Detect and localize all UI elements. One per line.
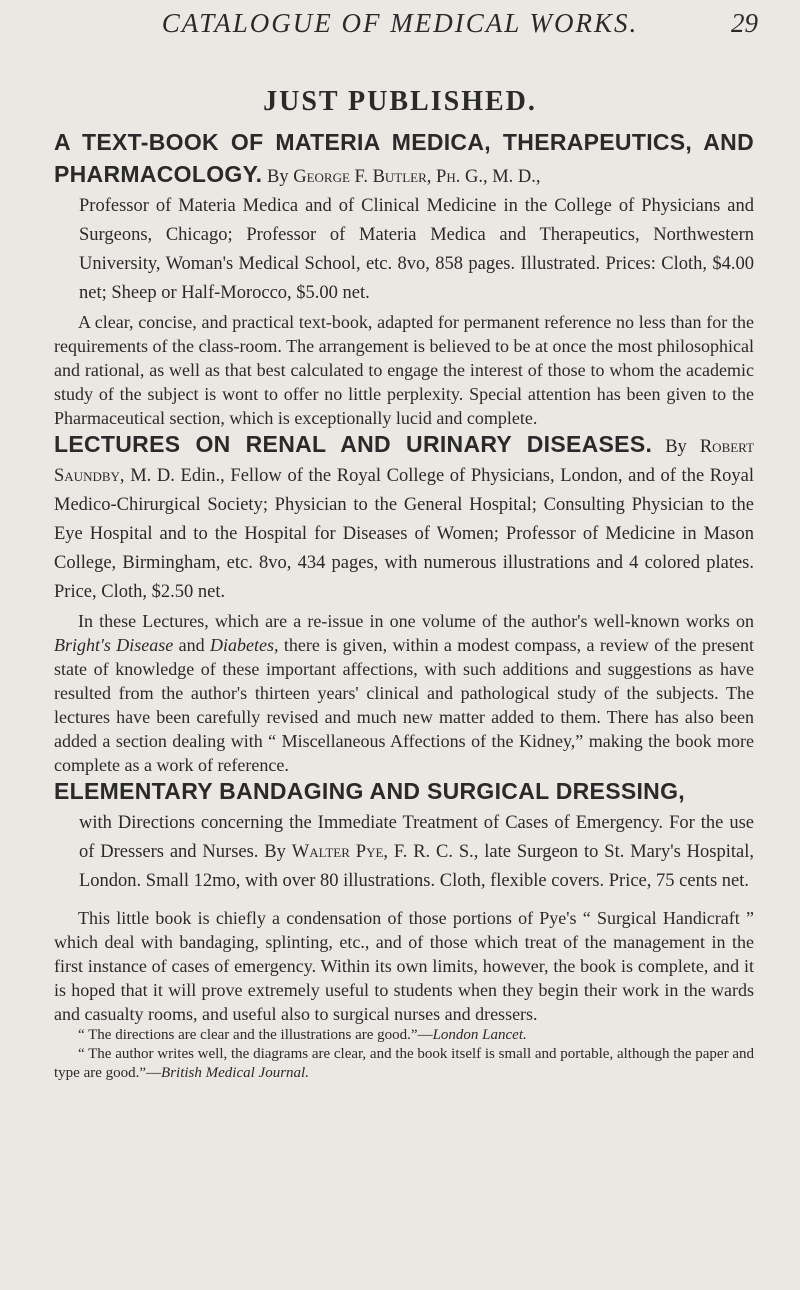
page-number: 29 [731,8,758,38]
section-heading: JUST PUBLISHED. [263,86,537,117]
description-text: In these Lectures, which are a re-issue in one volume of the author's well-known works on [78,611,754,631]
conjunction: and [178,635,205,655]
review-text: “ The directions are clear and the illustrations are good.”— [78,1027,433,1043]
entry-title-block [54,430,754,607]
review-quote [54,1026,754,1045]
catalogue-entries [54,128,754,1083]
work-title: Diabetes, [210,635,279,655]
description-text: there is given, within a modest compass, a review of the present state of knowledge of these important affections, with such additions and suggestions as have resulted from the author's thirteen years' clinical and pathological study of the subjects. The lectures have been carefully revised and much new matter added to them. There has also been added a section dealing with “ Miscellaneous Affections of the Kidney,” making the book more complete as a work of reference. [54,635,755,775]
entry-description: This little book is chiefly a condensation of those portions of Pye's “ Surgical Handicraft ” which deal with bandaging, splinting, etc., and of those which treat of the management in the first instance of cases of emergency. Within its own limits, however, the book is complete, and it is hoped that it will prove extremely useful to students when they begin their work in the wards and casualty rooms, and useful also to surgical nurses and dressers. [54,908,754,1024]
by-label: By [266,167,289,187]
entry-details: M. D. Edin., Fellow of the Royal College of Physicians, London, and of the Royal Medico-Chirurgical Society; Physician to the General Hospital; Consulting Physician to the Eye Hospital and to the Hospital for Diseases of Women; Professor of Medicine in Mason College, Birmingham, etc. 8vo, 434 pages, with numerous illustrations and 4 colored plates. Price, Cloth, $2.50 net. [54,466,754,602]
review-source: London Lancet. [432,1027,527,1043]
book-title: A TEXT-BOOK OF MATERIA MEDICA, THERAPEUTICS, AND PHARMACOLOGY. [54,129,754,187]
review-quote [54,1045,754,1083]
details-text: F. R. C. S., late Surgeon to St. Mary's Hospital, London. Small 12mo, with over 80 illustrations. Cloth, flexible covers. Price, 75 cents net. [79,842,755,891]
details-text: For the use of Dressers and Nurses. By [79,813,754,862]
work-title: Bright's Disease [54,635,174,655]
entry-description: A clear, concise, and practical text-book, adapted for permanent reference no less than for the requirements of the class-room. The arrangement is believed to be at once the most philosophical and rational, as well as that best calculated to engage the interest of those to whom the academic study of the subject is wont to offer no little perplexity. Special attention has been given to the Pharmaceutical section, which is exceptionally lucid and complete. [54,312,754,428]
entry-details: Professor of Materia Medica and of Clinical Medicine in the College of Physicians and Surgeons, Chicago; Professor of Materia Medica and Therapeutics, Northwestern University, Woman's Medical School, etc. 8vo, 858 pages. Illustrated. Prices: Cloth, $4.00 net; Sheep or Half-Morocco, $5.00 net. [79,196,754,303]
entry-description [54,609,754,777]
catalogue-entry-materia-medica [54,128,754,430]
catalogue-entry-renal-diseases [54,430,754,777]
author-name: Walter Pye, [291,842,389,862]
catalogue-entry-bandaging [54,777,754,1083]
entry-subtitle: with Directions concerning the Immediate Treatment of Cases of Emergency. [79,813,664,833]
entry-title-block [54,777,754,809]
book-title: ELEMENTARY BANDAGING AND SURGICAL DRESSING, [54,778,685,804]
entry-title-block [54,128,754,192]
book-title: LECTURES ON RENAL AND URINARY DISEASES. [54,431,653,457]
entry-details [54,809,754,896]
author-name: Robert Saundby, [54,437,755,486]
by-label: By [665,437,687,457]
running-header [0,4,800,44]
review-text: “ The author writes well, the diagrams are clear, and the book itself is small and portable, although the paper and type are good.”— [54,1046,754,1081]
review-source: British Medical Journal. [161,1065,309,1081]
author-name: George F. Butler, Ph. G., M. D., [293,167,541,187]
running-title: CATALOGUE OF MEDICAL WORKS. [161,8,639,38]
